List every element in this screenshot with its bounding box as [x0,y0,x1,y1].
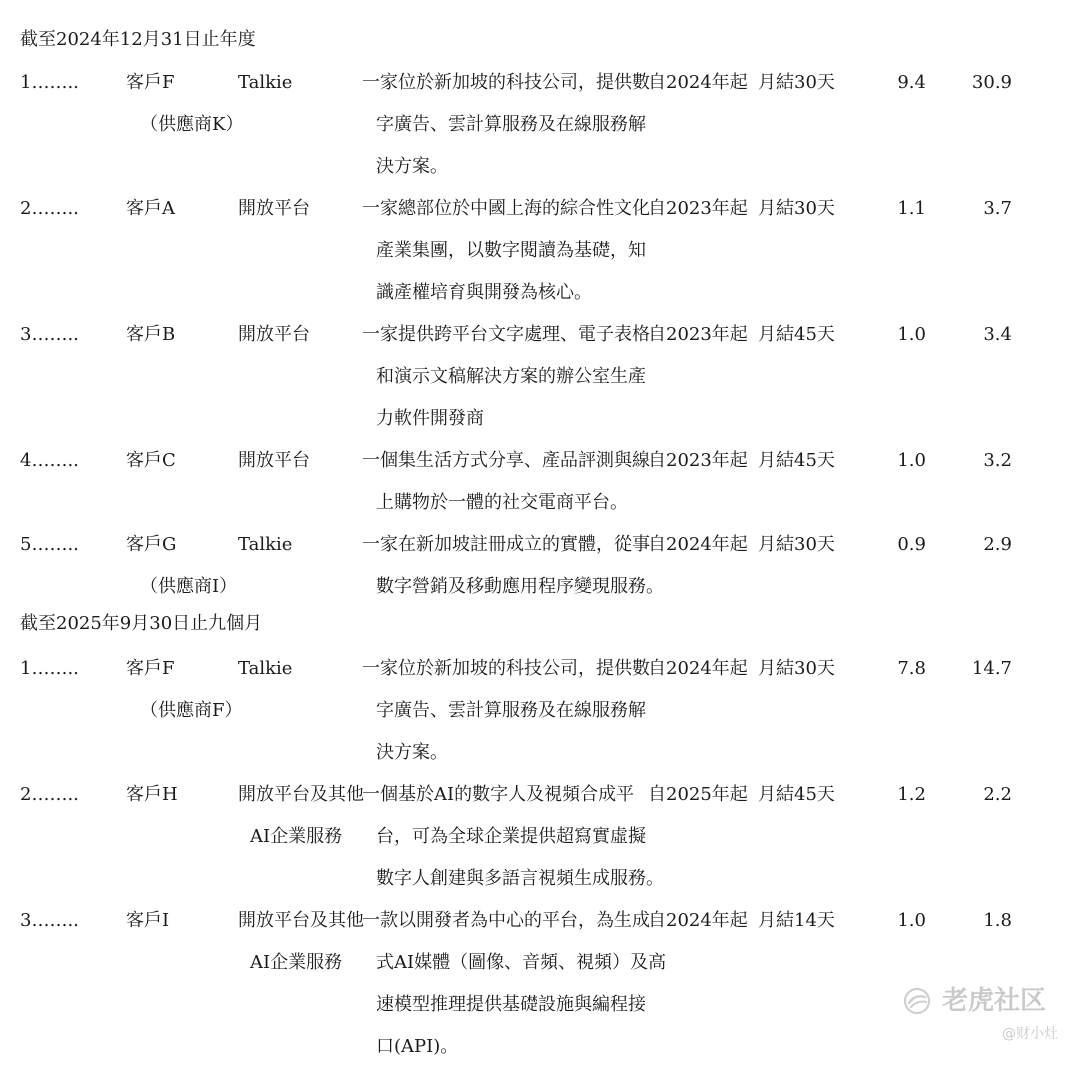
supplier-note: （供應商I） [140,576,238,597]
platform-line: Talkie [238,658,293,679]
description-line: 一家提供跨平台文字處理、電子表格 [362,324,650,345]
revenue-value: 3.4 [983,324,1012,345]
platform-line: 開放平台 [238,450,310,471]
description-line: 一家位於新加坡的科技公司，提供數 [362,72,650,93]
platform-cell [238,648,356,690]
description-cell [362,188,650,314]
description-line: 字廣告、雲計算服務及在線服務解 [376,700,646,721]
credit-term: 月結45天 [758,784,835,805]
platform-cell [238,188,356,230]
platform-line: AI企業服務 [250,952,343,973]
credit-term: 月結30天 [758,534,835,555]
table-row [0,524,1080,597]
row-index: 3…….. [20,324,79,345]
description-line: 一個基於AI的數字人及視頻合成平 [362,784,635,805]
table-row [0,314,1080,429]
credit-term: 月結30天 [758,658,835,679]
relationship-since: 自2024年起 [648,72,748,93]
customer-name: 客戶G [126,534,177,555]
platform-line: Talkie [238,72,293,93]
description-cell [362,648,650,774]
table-row [0,440,1080,513]
platform-line: 開放平台 [238,324,310,345]
platform-cell [238,314,356,356]
watermark-author: @财小灶 [1002,1026,1058,1042]
platform-line: 開放平台 [238,198,310,219]
description-line: 速模型推理提供基礎設施與編程接 [376,994,646,1015]
revenue-value: 14.7 [971,658,1012,679]
section-title: 截至2024年12月31日止年度 [20,29,256,50]
relationship-since: 自2024年起 [648,534,748,555]
description-line: 一家位於新加坡的科技公司，提供數 [362,658,650,679]
customer-cell [126,188,226,230]
description-cell [362,524,664,608]
customer-cell [126,440,226,482]
description-line: 一家在新加坡註冊成立的實體，從事 [362,534,650,555]
table-row [0,62,1080,177]
credit-term: 月結30天 [758,72,835,93]
relationship-since: 自2024年起 [648,658,748,679]
relationship-since: 自2025年起 [648,784,748,805]
description-cell [362,62,650,188]
relationship-since: 自2023年起 [648,324,748,345]
credit-term: 月結45天 [758,450,835,471]
platform-cell [238,900,364,984]
description-line: 一家總部位於中國上海的綜合性文化 [362,198,650,219]
row-index: 2…….. [20,784,79,805]
customer-cell [126,62,244,146]
customer-name: 客戶A [126,198,175,219]
description-line: 數字人創建與多語言視頻生成服務。 [376,868,664,889]
description-line: 數字營銷及移動應用程序變現服務。 [376,576,664,597]
platform-cell [238,62,356,104]
customer-cell [126,648,243,732]
credit-term: 月結30天 [758,198,835,219]
customer-cell [126,314,226,356]
customer-name: 客戶I [126,910,170,931]
customer-cell [126,524,238,608]
percentage-value: 1.2 [897,784,926,805]
row-index: 3…….. [20,910,79,931]
credit-term: 月結45天 [758,324,835,345]
platform-line: AI企業服務 [250,826,343,847]
revenue-value: 2.9 [983,534,1012,555]
description-line: 產業集團，以數字閱讀為基礎，知 [376,240,646,261]
description-line: 決方案。 [376,742,448,763]
percentage-value: 9.4 [897,72,926,93]
customer-cell [126,774,226,816]
table-row [0,774,1080,889]
percentage-value: 7.8 [897,658,926,679]
description-line: 和演示文稿解決方案的辦公室生產 [376,366,646,387]
description-line: 一款以開發者為中心的平台，為生成 [362,910,650,931]
description-line: 決方案。 [376,156,448,177]
description-cell [362,774,664,900]
customer-name: 客戶H [126,784,178,805]
table-row [0,648,1080,763]
platform-cell [238,440,356,482]
revenue-value: 30.9 [971,72,1012,93]
description-line: 口(API)。 [376,1036,459,1057]
percentage-value: 1.0 [897,324,926,345]
row-index: 1…….. [20,658,79,679]
platform-line: 開放平台及其他 [238,784,364,805]
row-index: 2…….. [20,198,79,219]
relationship-since: 自2023年起 [648,450,748,471]
watermark-brand: 老虎社区 [942,986,1047,1016]
percentage-value: 1.0 [897,450,926,471]
platform-line: 開放平台及其他 [238,910,364,931]
customer-name: 客戶F [126,658,175,679]
revenue-value: 1.8 [983,910,1012,931]
table-row [0,188,1080,303]
percentage-value: 1.0 [897,910,926,931]
description-cell [362,440,650,524]
percentage-value: 0.9 [897,534,926,555]
relationship-since: 自2024年起 [648,910,748,931]
description-line: 識產權培育與開發為核心。 [376,282,592,303]
supplier-note: （供應商K） [140,114,244,135]
platform-cell [238,524,356,566]
description-line: 式AI媒體（圖像、音頻、視頻）及高 [376,952,667,973]
customer-cell [126,900,226,942]
revenue-value: 2.2 [983,784,1012,805]
watermark [898,984,1058,1048]
customer-name: 客戶F [126,72,175,93]
description-line: 力軟件開發商 [376,408,484,429]
supplier-note: （供應商F） [140,700,243,721]
row-index: 1…….. [20,72,79,93]
credit-term: 月結14天 [758,910,835,931]
description-line: 上購物於一體的社交電商平台。 [376,492,628,513]
platform-line: Talkie [238,534,293,555]
row-index: 5…….. [20,534,79,555]
customer-name: 客戶C [126,450,176,471]
description-line: 台，可為全球企業提供超寫實虛擬 [376,826,646,847]
percentage-value: 1.1 [897,198,926,219]
revenue-value: 3.2 [983,450,1012,471]
relationship-since: 自2023年起 [648,198,748,219]
description-cell [362,900,667,1068]
platform-cell [238,774,364,858]
description-line: 一個集生活方式分享、產品評測與線 [362,450,650,471]
description-line: 字廣告、雲計算服務及在線服務解 [376,114,646,135]
customer-name: 客戶B [126,324,176,345]
section-title: 截至2025年9月30日止九個月 [20,613,263,634]
description-cell [362,314,650,440]
row-index: 4…….. [20,450,79,471]
revenue-value: 3.7 [983,198,1012,219]
